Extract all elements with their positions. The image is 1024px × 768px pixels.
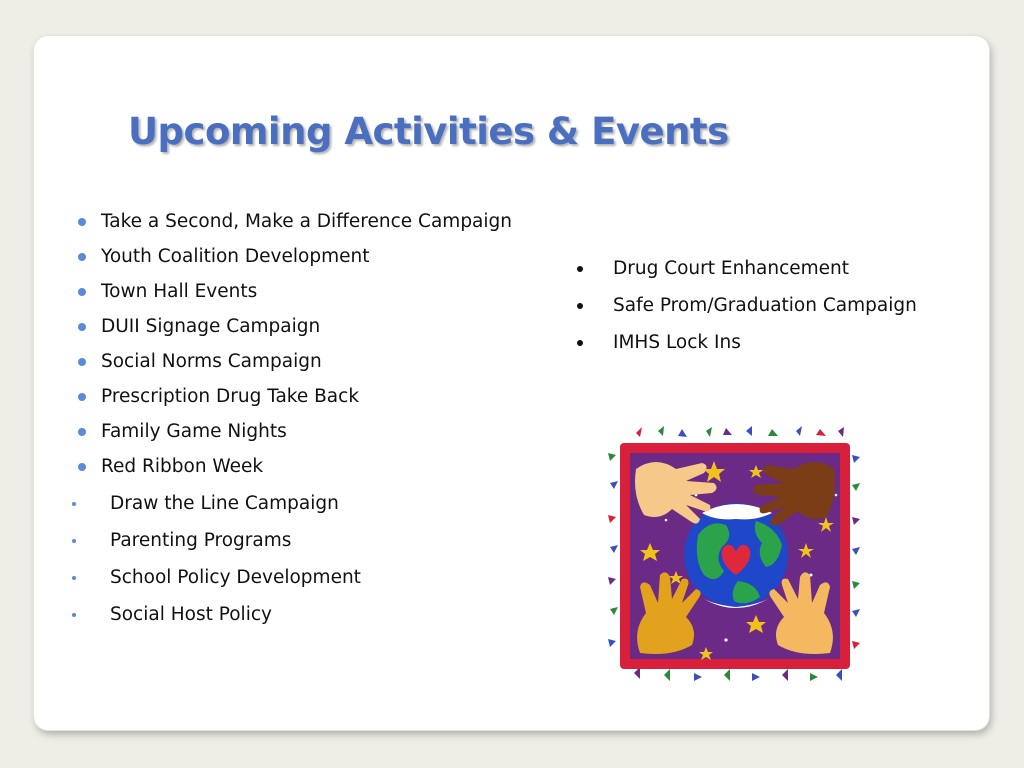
list-item: Family Game Nights [78, 419, 512, 454]
list-item: Drug Court Enhancement [575, 256, 917, 293]
bullet-icon [577, 340, 583, 346]
list-item: Prescription Drug Take Back [78, 384, 512, 419]
list-item: School Policy Development [72, 565, 361, 602]
bullet-icon [78, 288, 86, 296]
bullet-icon [72, 576, 76, 580]
bullet-icon [72, 539, 76, 543]
bullet-icon [577, 303, 583, 309]
list-item: Youth Coalition Development [78, 244, 512, 279]
list-item: Draw the Line Campaign [72, 491, 361, 528]
list-item: Town Hall Events [78, 279, 512, 314]
list-item: Take a Second, Make a Difference Campaign [78, 209, 512, 244]
list-item: Red Ribbon Week [78, 454, 512, 489]
bullet-icon [72, 502, 76, 506]
bullet-icon [78, 253, 86, 261]
list-item: IMHS Lock Ins [575, 330, 917, 367]
list-item: DUII Signage Campaign [78, 314, 512, 349]
bullet-icon [78, 218, 86, 226]
bullet-icon [577, 266, 583, 272]
hands-around-globe-icon [606, 425, 864, 687]
list-item: Social Host Policy [72, 602, 361, 639]
bullet-icon [78, 323, 86, 331]
bullet-icon [72, 613, 76, 617]
bullet-icon [78, 358, 86, 366]
bullet-icon [78, 393, 86, 401]
list-item: Social Norms Campaign [78, 349, 512, 384]
bullet-icon [78, 428, 86, 436]
list-item: Parenting Programs [72, 528, 361, 565]
list-item: Safe Prom/Graduation Campaign [575, 293, 917, 330]
bullet-icon [78, 463, 86, 471]
right-list [575, 256, 917, 367]
slide-title: Upcoming Activities & Events [128, 110, 729, 153]
left-secondary-list [72, 491, 361, 639]
left-primary-list [78, 209, 512, 489]
